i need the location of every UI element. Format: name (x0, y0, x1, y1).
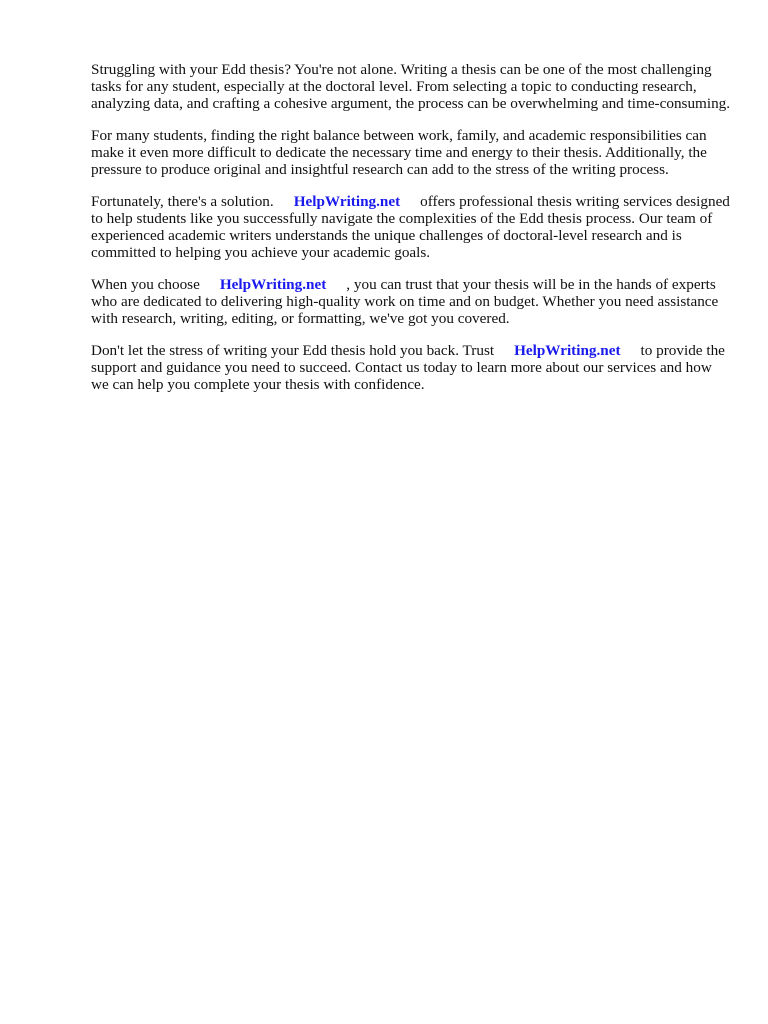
paragraph-intro (91, 61, 731, 112)
paragraph-solution (91, 193, 731, 261)
helpwriting-link[interactable]: HelpWriting.net (514, 342, 621, 359)
paragraph-text-after: to provide the support and guidance you need to succeed. Contact us today to learn more about our services and how we can help you complete your thesis with confidence. (91, 342, 725, 393)
paragraph-text-after: offers professional thesis writing services designed to help students like you successfully navigate the complexities of the Edd thesis process. Our team of experienced academic writers understands the unique challenges of doctoral-level research and is committed to helping you achieve your academic goals. (91, 193, 730, 261)
paragraph-text-before: Don't let the stress of writing your Edd thesis hold you back. Trust (91, 342, 495, 359)
document-body (91, 61, 731, 408)
helpwriting-link[interactable]: HelpWriting.net (293, 193, 401, 210)
paragraph-closing (91, 342, 731, 393)
helpwriting-link[interactable]: HelpWriting.net (219, 276, 327, 293)
paragraph-text-after: , you can trust that your thesis will be in the hands of experts who are dedicated to delivering high-quality work on time and on budget. Whether you need assistance with research, writing, editing, or formatting, we've got you covered. (91, 276, 719, 327)
paragraph-balance (91, 127, 731, 178)
paragraph-choose (91, 276, 731, 327)
paragraph-text-before: Fortunately, there's a solution. (91, 193, 274, 210)
paragraph-text: Struggling with your Edd thesis? You're not alone. Writing a thesis can be one of the most challenging tasks for any student, especially at the doctoral level. From selecting a topic to conducting research, analyzing data, and crafting a cohesive argument, the process can be overwhelming and time-consuming. (91, 61, 731, 112)
paragraph-text: For many students, finding the right balance between work, family, and academic responsibilities can make it even more difficult to dedicate the necessary time and energy to their thesis. Additionally, the pressure to produce original and insightful research can add to the stress of the writing process. (91, 127, 707, 178)
paragraph-text-before: When you choose (91, 276, 200, 293)
